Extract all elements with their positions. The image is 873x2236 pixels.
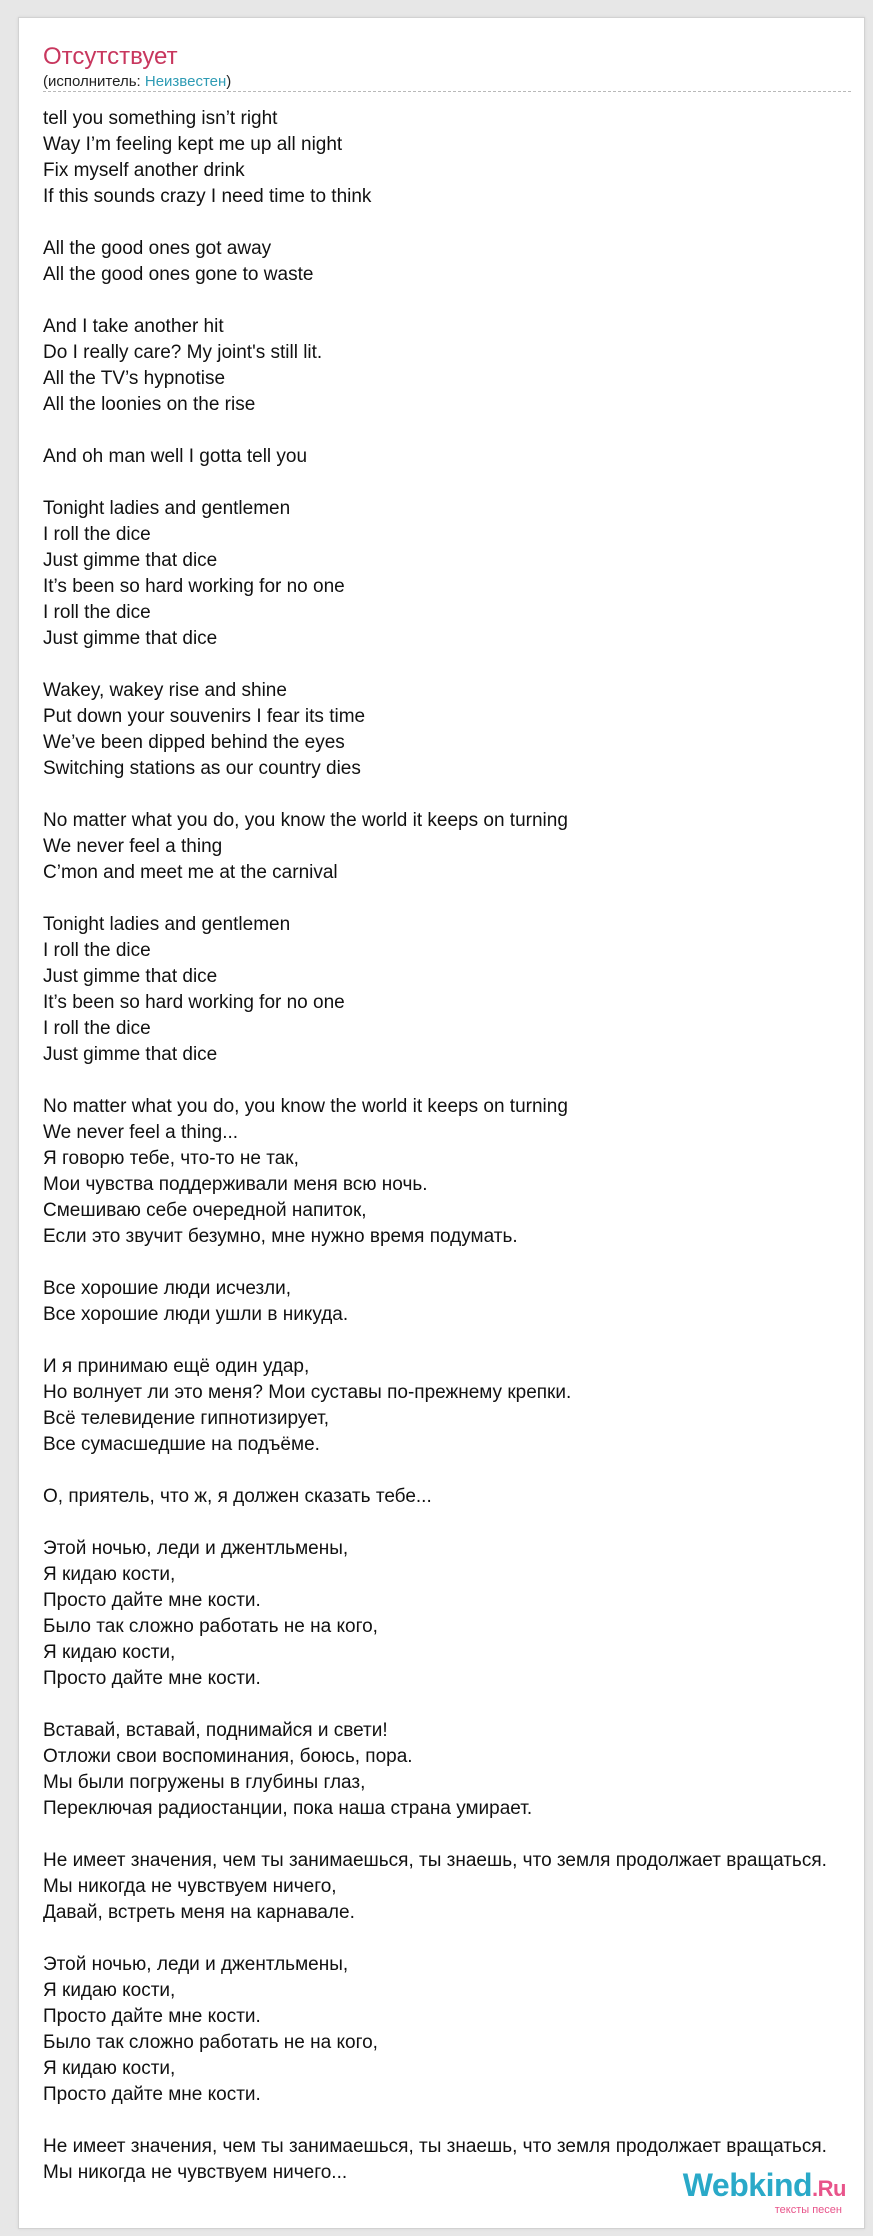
lyrics-line: О, приятель, что ж, я должен сказать тебе... — [43, 1486, 432, 1507]
site-logo[interactable] — [683, 2167, 846, 2216]
lyrics-line: Мы были погружены в глубины глаз, — [43, 1772, 366, 1793]
artist-link[interactable]: Неизвестен — [144, 73, 227, 90]
lyrics-line: It’s been so hard working for no one — [43, 992, 345, 1013]
lyrics-line: Просто дайте мне кости. — [43, 1668, 261, 1689]
lyrics-line: And I take another hit — [43, 316, 224, 337]
lyrics-line: Не имеет значения, чем ты занимаешься, ты знаешь, что земля продолжает вращаться. — [43, 2136, 827, 2157]
lyrics-line: I roll the dice — [43, 524, 151, 545]
artist-line — [43, 73, 231, 91]
lyrics-line: Just gimme that dice — [43, 966, 218, 987]
lyrics-line: tell you something isn’t right — [43, 108, 278, 129]
lyrics-blank-line — [43, 782, 865, 808]
logo-suffix: .Ru — [812, 2176, 846, 2201]
lyrics-line: Переключая радиостанции, пока наша страна умирает. — [43, 1798, 533, 1819]
lyrics-line: И я принимаю ещё один удар, — [43, 1356, 310, 1377]
lyrics-line: Just gimme that dice — [43, 628, 218, 649]
artist-prefix: (исполнитель: — [43, 73, 145, 90]
lyrics-line: Просто дайте мне кости. — [43, 2006, 261, 2027]
lyrics-line: Было так сложно работать не на кого, — [43, 2032, 378, 2053]
lyrics-line: All the good ones gone to waste — [43, 264, 314, 285]
lyrics-line: Смешиваю себе очередной напиток, — [43, 1200, 367, 1221]
lyrics-line: Этой ночью, леди и джентльмены, — [43, 1538, 349, 1559]
logo-subtitle: тексты песен — [774, 2204, 842, 2216]
lyrics-line: And oh man well I gotta tell you — [43, 446, 308, 467]
lyrics-blank-line — [43, 470, 865, 496]
lyrics-line: Мы никогда не чувствуем ничего, — [43, 1876, 337, 1897]
lyrics-line: Я кидаю кости, — [43, 2058, 176, 2079]
lyrics-line: Switching stations as our country dies — [43, 758, 361, 779]
lyrics-line: Я кидаю кости, — [43, 1564, 176, 1585]
lyrics-line: I roll the dice — [43, 1018, 151, 1039]
song-title: Отсутствует — [43, 43, 178, 70]
lyrics-line: Way I’m feeling kept me up all night — [43, 134, 343, 155]
lyrics-line: All the TV’s hypnotise — [43, 368, 226, 389]
lyrics-line: We never feel a thing — [43, 836, 223, 857]
lyrics-line: All the good ones got away — [43, 238, 272, 259]
lyrics-line: Я кидаю кости, — [43, 1980, 176, 2001]
lyrics-line: Все хорошие люди исчезли, — [43, 1278, 292, 1299]
lyrics-line: Tonight ladies and gentlemen — [43, 498, 291, 519]
lyrics-blank-line — [43, 418, 865, 444]
lyrics-card — [18, 17, 865, 2229]
lyrics-blank-line — [43, 2108, 865, 2134]
lyrics-blank-line — [43, 1510, 865, 1536]
lyrics-line: Вставай, вставай, поднимайся и свети! — [43, 1720, 388, 1741]
lyrics-line: Если это звучит безумно, мне нужно время подумать. — [43, 1226, 518, 1247]
lyrics-blank-line — [43, 1458, 865, 1484]
lyrics-line: Было так сложно работать не на кого, — [43, 1616, 378, 1637]
lyrics-line: Just gimme that dice — [43, 1044, 218, 1065]
lyrics-line: Всё телевидение гипнотизирует, — [43, 1408, 329, 1429]
lyrics-line: Wakey, wakey rise and shine — [43, 680, 287, 701]
lyrics-line: Просто дайте мне кости. — [43, 1590, 261, 1611]
lyrics-blank-line — [43, 886, 865, 912]
lyrics-line: Отложи свои воспоминания, боюсь, пора. — [43, 1746, 413, 1767]
lyrics-line: Все хорошие люди ушли в никуда. — [43, 1304, 349, 1325]
lyrics-line: No matter what you do, you know the world it keeps on turning — [43, 810, 568, 831]
lyrics-line: I roll the dice — [43, 602, 151, 623]
logo-main-text: Webkind — [682, 2167, 813, 2203]
lyrics-line: C’mon and meet me at the carnival — [43, 862, 338, 883]
lyrics-blank-line — [43, 1250, 865, 1276]
lyrics-line: Не имеет значения, чем ты занимаешься, ты знаешь, что земля продолжает вращаться. — [43, 1850, 827, 1871]
lyrics-line: Мои чувства поддерживали меня всю ночь. — [43, 1174, 428, 1195]
lyrics-line: Давай, встреть меня на карнавале. — [43, 1902, 355, 1923]
lyrics-blank-line — [43, 1328, 865, 1354]
lyrics-line: We never feel a thing... — [43, 1122, 239, 1143]
lyrics-line: Этой ночью, леди и джентльмены, — [43, 1954, 349, 1975]
lyrics-line: No matter what you do, you know the world it keeps on turning — [43, 1096, 568, 1117]
lyrics-line: If this sounds crazy I need time to think — [43, 186, 372, 207]
lyrics-blank-line — [43, 1692, 865, 1718]
lyrics-blank-line — [43, 1822, 865, 1848]
lyrics-line: Do I really care? My joint's still lit. — [43, 342, 323, 363]
lyrics-line: Tonight ladies and gentlemen — [43, 914, 291, 935]
lyrics-line: Я кидаю кости, — [43, 1642, 176, 1663]
lyrics-blank-line — [43, 210, 865, 236]
lyrics-line: Но волнует ли это меня? Мои суставы по-прежнему крепки. — [43, 1382, 572, 1403]
lyrics-blank-line — [43, 288, 865, 314]
lyrics-blank-line — [43, 1926, 865, 1952]
artist-suffix: ) — [226, 73, 232, 90]
lyrics-line: We’ve been dipped behind the eyes — [43, 732, 345, 753]
lyrics-blank-line — [43, 1068, 865, 1094]
lyrics-text — [43, 106, 865, 2186]
lyrics-line: All the loonies on the rise — [43, 394, 256, 415]
lyrics-line: I roll the dice — [43, 940, 151, 961]
header-divider — [43, 91, 851, 92]
lyrics-line: Все сумасшедшие на подъёме. — [43, 1434, 320, 1455]
lyrics-line: Fix myself another drink — [43, 160, 245, 181]
lyrics-line: Just gimme that dice — [43, 550, 218, 571]
lyrics-line: Я говорю тебе, что-то не так, — [43, 1148, 299, 1169]
lyrics-line: Put down your souvenirs I fear its time — [43, 706, 366, 727]
lyrics-line: It’s been so hard working for no one — [43, 576, 345, 597]
lyrics-blank-line — [43, 652, 865, 678]
lyrics-line: Просто дайте мне кости. — [43, 2084, 261, 2105]
lyrics-line: Мы никогда не чувствуем ничего... — [43, 2162, 348, 2183]
